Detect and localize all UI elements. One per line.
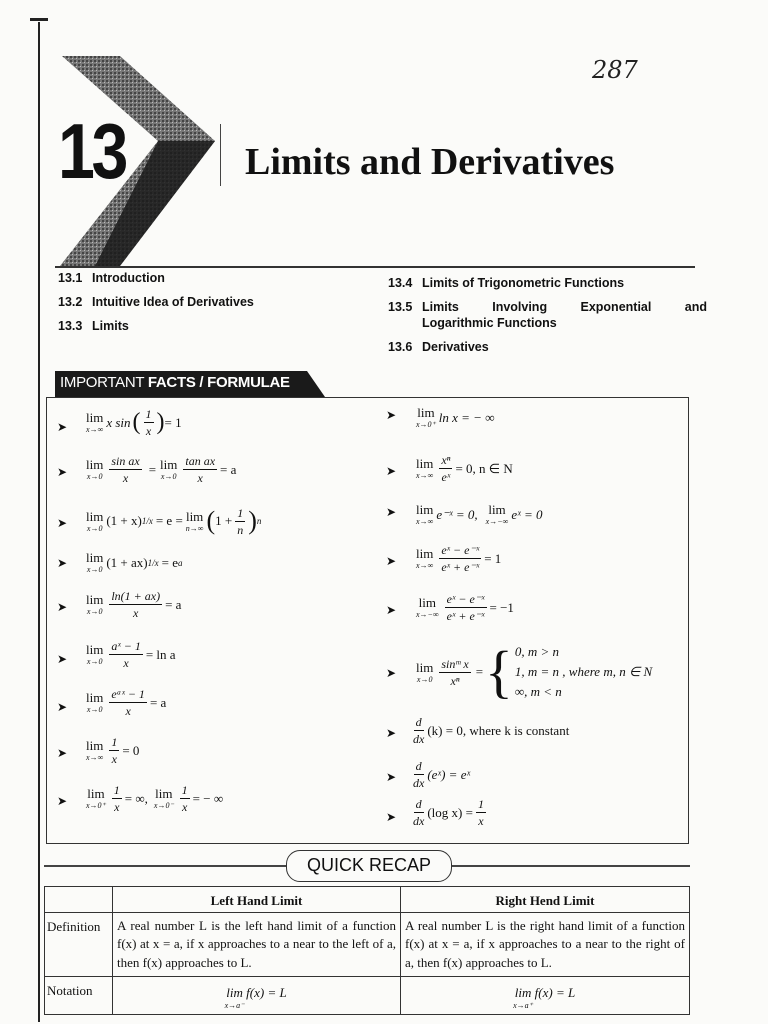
bullet-icon: ➤ xyxy=(386,666,397,680)
formula-left-7: lim x→0 $\frac{\text{eᵃˣ − 1}}{x}$ = a xyxy=(86,687,167,718)
bullet-icon: ➤ xyxy=(57,652,68,666)
title-separator xyxy=(220,124,221,186)
toc-item-13-2[interactable]: 13.2 Intuitive Idea of Derivatives xyxy=(58,295,254,309)
bullet-icon: ➤ xyxy=(386,810,397,824)
bullet-icon: ➤ xyxy=(386,464,397,478)
toc-item-13-6[interactable]: 13.6 Derivatives xyxy=(388,340,489,354)
page-number: 287 xyxy=(592,56,638,84)
toc-item-13-1[interactable]: 13.1 Introduction xyxy=(58,271,165,285)
bullet-icon: ➤ xyxy=(386,408,397,422)
toc-item-13-3[interactable]: 13.3 Limits xyxy=(58,319,129,333)
bullet-icon: ➤ xyxy=(57,794,68,808)
recap-rule-left xyxy=(44,865,288,867)
bullet-icon: ➤ xyxy=(386,505,397,519)
margin-rule xyxy=(38,22,40,1022)
toc-item-13-5[interactable]: 13.5 Limits Involving Exponential and xyxy=(388,300,707,314)
formula-right-7: $\frac{d}{dx}$ (k) = 0, where k is constant xyxy=(413,715,570,746)
formula-right-9: $\frac{d}{dx}$ (log x) = $\frac{1}{x}$ xyxy=(413,797,484,828)
toc-item-13-4[interactable]: 13.4 Limits of Trigonometric Functions xyxy=(388,276,625,290)
bullet-icon: ➤ xyxy=(57,746,68,760)
formula-left-4: lim x→0 (1 + ax) 1/x = e a xyxy=(86,550,183,574)
row-label-notation: Notation xyxy=(45,977,113,1015)
formula-left-1: lim x→∞ x sin ( $\frac{1}{x}$ ) = 1 xyxy=(86,407,182,438)
recap-header-left: Left Hand Limit xyxy=(113,887,401,913)
recap-title: QUICK RECAP xyxy=(286,850,452,882)
recap-table xyxy=(44,886,690,1015)
left-definition: A real number L is the left hand limit of a function f(x) at x = a, if x approaches to a near to the left of a, then f(x) approaches to L. xyxy=(113,913,401,977)
margin-tick xyxy=(30,18,48,21)
bullet-icon: ➤ xyxy=(57,556,68,570)
formula-right-5: lim x→−∞ $\frac{\text{eˣ − e⁻ˣ}}{\text{eˣ + e⁻ˣ}}$ = −1 xyxy=(416,592,514,623)
right-notation: lim f(x) = L x→a⁺ xyxy=(401,977,690,1015)
formula-left-8: lim x→∞ $\frac{1}{x}$ = 0 xyxy=(86,735,140,766)
bullet-icon: ➤ xyxy=(386,770,397,784)
recap-rule-right xyxy=(450,865,690,867)
bullet-icon: ➤ xyxy=(386,603,397,617)
formula-right-2: lim x→∞ $\frac{\text{xⁿ}}{\text{eˣ}}$ = 0, n ∈ N xyxy=(416,453,513,484)
bullet-icon: ➤ xyxy=(57,420,68,434)
toc-rule xyxy=(55,266,695,268)
chapter-title: Limits and Derivatives xyxy=(245,141,615,183)
facts-header: IMPORTANT FACTS / FORMULAE xyxy=(60,374,290,391)
table-row xyxy=(45,887,690,913)
formula-left-9: lim x→0⁺ $\frac{1}{x}$ = ∞, lim x→0⁻ $\frac{1}{x}$ = − ∞ xyxy=(86,783,224,814)
formula-left-3: lim x→0 (1 + x) 1/x = e = lim n→∞ ( 1 + $\frac{1}{n}$ ) n xyxy=(86,505,262,537)
row-label-definition: Definition xyxy=(45,913,113,977)
bullet-icon: ➤ xyxy=(386,726,397,740)
formula-right-6: lim x→0 $\frac{\text{sinᵐ x}}{\text{xⁿ}}$ = { 0, m > n 1, m = n , where m, n ∈ N ∞, m < n xyxy=(416,639,653,705)
right-definition: A real number L is the right hand limit of a function f(x) at x = a, if x approaches to a near to the right of a, then f(x) approaches to L. xyxy=(401,913,690,977)
bullet-icon: ➤ xyxy=(57,600,68,614)
bullet-icon: ➤ xyxy=(57,700,68,714)
recap-header-right: Right Hend Limit xyxy=(401,887,690,913)
bullet-icon: ➤ xyxy=(57,465,68,479)
formula-right-3: lim x→∞ e⁻ˣ = 0, lim x→−∞ eˣ = 0 xyxy=(416,502,543,526)
table-row xyxy=(45,977,690,1015)
formula-right-8: $\frac{d}{dx}$ (eˣ) = eˣ xyxy=(413,759,471,790)
formula-left-6: lim x→0 $\frac{\text{aˣ − 1}}{x}$ = ln a xyxy=(86,639,176,670)
bullet-icon: ➤ xyxy=(57,516,68,530)
bullet-icon: ➤ xyxy=(386,554,397,568)
left-notation: lim f(x) = L x→a⁻ xyxy=(113,977,401,1015)
chapter-number: 13 xyxy=(58,107,125,195)
formula-right-1: lim x→0⁺ ln x = − ∞ xyxy=(416,405,495,429)
table-row xyxy=(45,913,690,977)
toc-item-13-5-line2: Logarithmic Functions xyxy=(422,316,557,330)
formula-left-5: lim x→0 $\frac{\ln(1 + ax)}{x}$ = a xyxy=(86,589,182,620)
formula-right-4: lim x→∞ $\frac{\text{eˣ − e⁻ˣ}}{\text{eˣ + e⁻ˣ}}$ = 1 xyxy=(416,543,502,574)
formula-left-2: lim x→0 $\frac{\text{sin ax}}{x}$ = lim x→0 $\frac{\text{tan ax}}{x}$ = a xyxy=(86,454,237,485)
